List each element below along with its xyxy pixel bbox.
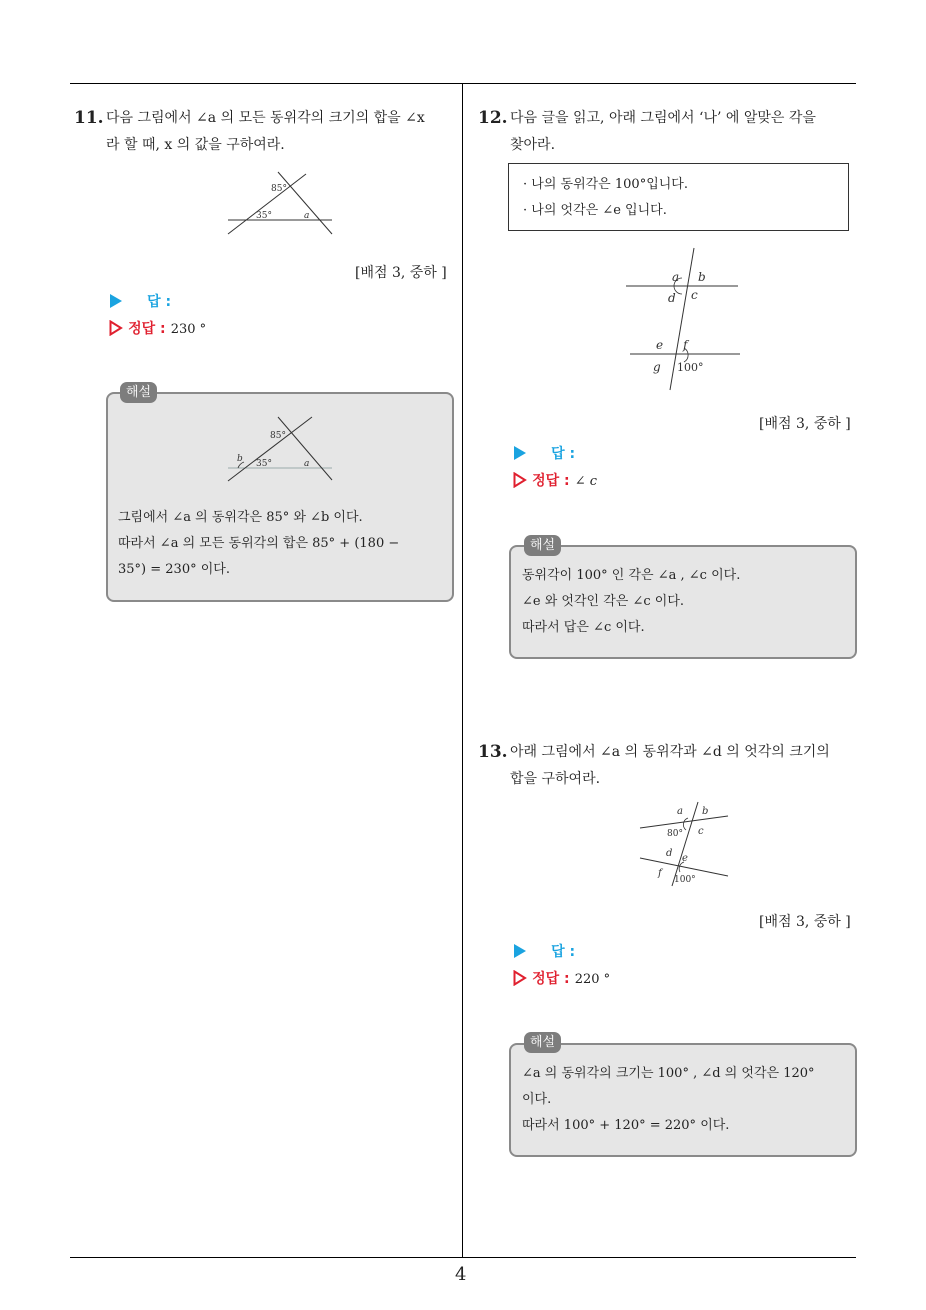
q13-correct-row bbox=[513, 968, 610, 988]
q11-figure bbox=[224, 170, 336, 238]
q12-solution-tag: 해설 bbox=[524, 535, 561, 556]
q12-text-line1: 다음 글을 읽고, 아래 그림에서 ‘나’ 에 알맞은 각을 bbox=[510, 110, 816, 126]
q12-correct-row bbox=[513, 470, 597, 490]
q12-text-line2: 찾아라. bbox=[510, 137, 556, 153]
q11-fig-right-label: a bbox=[304, 211, 310, 221]
q13-number: 13. bbox=[478, 742, 508, 762]
q13-solution-tag: 해설 bbox=[524, 1032, 561, 1053]
q11-meta: [배점 3, 중하 ] bbox=[355, 265, 447, 281]
q13-answer-label: 답 : bbox=[551, 944, 576, 960]
q11-answer-row bbox=[110, 291, 171, 311]
q13-meta: [배점 3, 중하 ] bbox=[759, 914, 851, 930]
q13-fig-d: d bbox=[666, 848, 673, 859]
q12-number: 12. bbox=[478, 108, 508, 128]
q11-sol-fig-a: a bbox=[304, 459, 310, 469]
q13-answer-row bbox=[514, 941, 575, 961]
q11-solution-line: 35°) = 230° 이다. bbox=[118, 562, 230, 577]
q12-fig-f: f bbox=[683, 338, 688, 352]
q11-correct-value: 230 ° bbox=[170, 322, 207, 337]
q11-correct-label: 정답 : bbox=[128, 321, 166, 337]
q12-fig-e: e bbox=[656, 338, 664, 352]
q12-fig-b: b bbox=[698, 270, 706, 284]
play-icon bbox=[110, 294, 122, 308]
outline-triangle-icon bbox=[513, 472, 527, 488]
q13-correct-label: 정답 : bbox=[532, 971, 570, 987]
outline-triangle-icon bbox=[513, 970, 527, 986]
bottom-rule bbox=[70, 1257, 856, 1258]
q11-number: 11. bbox=[74, 108, 104, 128]
q11-correct-row bbox=[109, 318, 206, 338]
outline-triangle-icon bbox=[109, 320, 123, 336]
q11-sol-fig-b: b bbox=[237, 454, 243, 464]
q13-fig-top-angle: 80° bbox=[667, 829, 683, 839]
q11-text-line1: 다음 그림에서 ∠a 의 모든 동위각의 크기의 합을 ∠x bbox=[106, 110, 425, 126]
q12-figure bbox=[622, 244, 744, 392]
q12-answer-label: 답 : bbox=[551, 446, 576, 462]
page-number: 4 bbox=[455, 1264, 467, 1285]
q13-fig-b: b bbox=[702, 806, 709, 817]
q13-fig-bottom-angle: 100° bbox=[674, 875, 696, 885]
q12-fig-a: a bbox=[672, 270, 680, 284]
q11-solution-text bbox=[118, 505, 399, 583]
q12-info-box bbox=[508, 163, 849, 231]
q13-correct-value: 220 ° bbox=[574, 972, 611, 987]
q11-solution-figure bbox=[224, 413, 336, 483]
play-icon bbox=[514, 446, 526, 460]
q13-fig-e: e bbox=[682, 853, 688, 864]
q12-meta: [배점 3, 중하 ] bbox=[759, 416, 851, 432]
q12-correct-value: ∠ c bbox=[574, 474, 598, 489]
q11-sol-fig-top-angle: 85° bbox=[270, 431, 286, 441]
q11-fig-top-angle: 85° bbox=[271, 184, 287, 194]
q11-sol-fig-left-angle: 35° bbox=[256, 459, 272, 469]
q12-correct-label: 정답 : bbox=[532, 473, 570, 489]
q13-solution-text bbox=[522, 1061, 815, 1139]
q12-info-line: · 나의 엇각은 ∠e 입니다. bbox=[523, 203, 667, 218]
q11-fig-left-angle: 35° bbox=[256, 211, 272, 221]
q11-solution-tag: 해설 bbox=[120, 382, 157, 403]
q13-solution-line: ∠a 의 동위각의 크기는 100° , ∠d 의 엇각은 120° bbox=[522, 1066, 815, 1081]
q12-fig-d: d bbox=[668, 291, 676, 305]
q11-solution-line: 그림에서 ∠a 의 동위각은 85° 와 ∠b 이다. bbox=[118, 510, 363, 525]
q13-fig-f: f bbox=[658, 868, 662, 879]
q13-figure bbox=[636, 800, 732, 888]
play-icon bbox=[514, 944, 526, 958]
q12-solution-line: ∠e 와 엇각인 각은 ∠c 이다. bbox=[522, 594, 685, 609]
q12-solution-line: 동위각이 100° 인 각은 ∠a , ∠c 이다. bbox=[522, 568, 741, 583]
q12-answer-row bbox=[514, 443, 575, 463]
q13-fig-a: a bbox=[677, 806, 683, 817]
q13-fig-c: c bbox=[698, 826, 704, 837]
q13-solution-line: 이다. bbox=[522, 1092, 552, 1107]
q12-fig-c: c bbox=[691, 288, 698, 302]
q12-info-line: · 나의 동위각은 100°입니다. bbox=[523, 177, 688, 192]
q13-text-line2: 합을 구하여라. bbox=[510, 771, 601, 787]
q12-fig-angle: 100° bbox=[677, 361, 704, 374]
q11-answer-label: 답 : bbox=[147, 294, 172, 310]
q12-solution-text bbox=[522, 563, 740, 641]
q12-fig-g: g bbox=[653, 360, 661, 374]
top-rule bbox=[70, 83, 856, 84]
q11-text-line2: 라 할 때, x 의 값을 구하여라. bbox=[106, 137, 285, 153]
q13-text-line1: 아래 그림에서 ∠a 의 동위각과 ∠d 의 엇각의 크기의 bbox=[510, 744, 830, 760]
q12-solution-line: 따라서 답은 ∠c 이다. bbox=[522, 620, 645, 635]
q13-solution-line: 따라서 100° + 120° = 220° 이다. bbox=[522, 1118, 730, 1133]
column-divider bbox=[462, 83, 463, 1258]
q11-solution-line: 따라서 ∠a 의 모든 동위각의 합은 85° + (180 − bbox=[118, 536, 400, 551]
